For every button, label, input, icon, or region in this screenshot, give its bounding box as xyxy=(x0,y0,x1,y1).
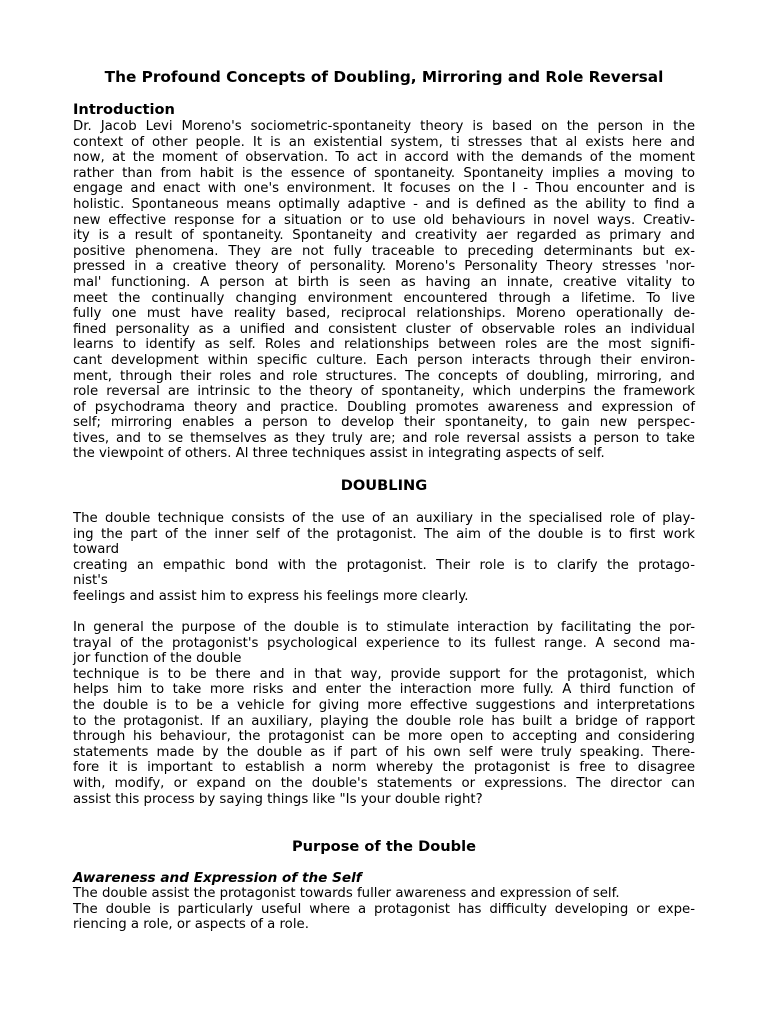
doubling-line: to the protagonist. If an auxiliary, playing the double role has built a bridge of rapport xyxy=(73,713,695,729)
doubling-line: statements made by the double as if part of his own self were truly speaking. There- xyxy=(73,744,695,760)
introduction-line: ment, through their roles and role structures. The concepts of doubling, mirroring, and xyxy=(73,368,695,384)
purpose-paragraph xyxy=(73,886,695,933)
introduction-line: of psychodrama theory and practice. Doubling promotes awareness and expression of xyxy=(73,399,695,415)
introduction-line: context of other people. It is an existential system, ti stresses that al exists here and xyxy=(73,134,695,150)
doubling-line: jor function of the double xyxy=(73,651,242,667)
introduction-line: tives, and to se themselves as they truly are; and role reversal assists a person to take xyxy=(73,430,695,446)
introduction-line: pressed in a creative theory of personality. Moreno's Personality Theory stresses 'nor- xyxy=(73,259,695,275)
purpose-line: riencing a role, or aspects of a role. xyxy=(73,917,309,933)
doubling-line: In general the purpose of the double is to stimulate interaction by facilitating the por- xyxy=(73,620,695,635)
doubling-line: creating an empathic bond with the protagonist. Their role is to clarify the protago- xyxy=(73,557,695,573)
doubling-line: toward xyxy=(73,542,120,558)
purpose-line: The double is particularly useful where a protagonist has difficulty developing or expe- xyxy=(73,901,695,917)
doubling-line: helps him to take more risks and enter the interaction more fully. A third function of xyxy=(73,682,695,698)
introduction-line: role reversal are intrinsic to the theory of spontaneity, which underpins the framework xyxy=(73,384,695,400)
doubling-line: with, modify, or expand on the double's statements or expressions. The director can xyxy=(73,775,695,791)
introduction-line: rather than from habit is the essence of spontaneity. Spontaneity implies a moving to xyxy=(73,165,695,181)
introduction-line: cant development within specific culture. Each person interacts through their environ- xyxy=(73,352,695,368)
doubling-line: technique is to be there and in that way, provide support for the protagonist, which xyxy=(73,666,695,682)
doubling-line: ing the part of the inner self of the protagonist. The aim of the double is to first work xyxy=(73,526,695,542)
doubling-line: nist's xyxy=(73,573,108,589)
introduction-heading: Introduction xyxy=(73,101,175,118)
purpose-subheading: Awareness and Expression of the Self xyxy=(73,870,362,886)
doubling-line: fore it is important to establish a norm whereby the protagonist is free to disagree xyxy=(73,760,695,776)
introduction-line: new effective response for a situation or to use old behaviours in novel ways. Creativ- xyxy=(73,212,695,228)
introduction-line: self; mirroring enables a person to develop their spontaneity, to gain new perspec- xyxy=(73,415,695,431)
purpose-heading: Purpose of the Double xyxy=(291,838,477,855)
introduction-line: engage and enact with one's environment. It focuses on the I - Thou encounter and is xyxy=(73,181,695,197)
doubling-line: assist this process by saying things like "Is your double right? xyxy=(73,791,483,807)
introduction-line: learns to identify as self. Roles and relationships between roles are the most signifi- xyxy=(73,337,695,353)
doubling-paragraph-2 xyxy=(73,620,695,807)
introduction-line: Dr. Jacob Levi Moreno's sociometric-spontaneity theory is based on the person in the xyxy=(73,119,695,134)
introduction-line: the viewpoint of others. Al three techniques assist in integrating aspects of self. xyxy=(73,446,605,462)
introduction-line: fully one must have reality based, reciprocal relationships. Moreno operationally de- xyxy=(73,306,695,322)
doubling-paragraph-1 xyxy=(73,511,695,605)
introduction-line: positive phenomena. They are not fully traceable to preceding determinants but ex- xyxy=(73,243,695,259)
doubling-heading: DOUBLING xyxy=(340,477,428,494)
introduction-line: holistic. Spontaneous means optimally adaptive - and is defined as the ability to find a xyxy=(73,196,695,212)
doubling-line: The double technique consists of the use of an auxiliary in the specialised role of play- xyxy=(73,511,695,526)
introduction-line: ity is a result of spontaneity. Spontaneity and creativity aer regarded as primary and xyxy=(73,228,695,244)
introduction-paragraph xyxy=(73,119,695,462)
doubling-line: through his behaviour, the protagonist can be more open to accepting and considering xyxy=(73,729,695,745)
doubling-line: trayal of the protagonist's psychological experience to its fullest range. A second ma- xyxy=(73,635,695,651)
doubling-line: the double is to be a vehicle for giving more effective suggestions and interpretations xyxy=(73,697,695,713)
purpose-line: The double assist the protagonist towards fuller awareness and expression of self. xyxy=(73,886,620,901)
doubling-line: feelings and assist him to express his feelings more clearly. xyxy=(73,588,469,604)
introduction-line: mal' functioning. A person at birth is seen as having an innate, creative vitality to xyxy=(73,274,695,290)
introduction-line: fined personality as a unified and consistent cluster of observable roles an individual xyxy=(73,321,695,337)
document-title: The Profound Concepts of Doubling, Mirroring and Role Reversal xyxy=(104,68,664,86)
introduction-line: now, at the moment of observation. To act in accord with the demands of the moment xyxy=(73,150,695,166)
introduction-line: meet the continually changing environment encountered through a lifetime. To live xyxy=(73,290,695,306)
